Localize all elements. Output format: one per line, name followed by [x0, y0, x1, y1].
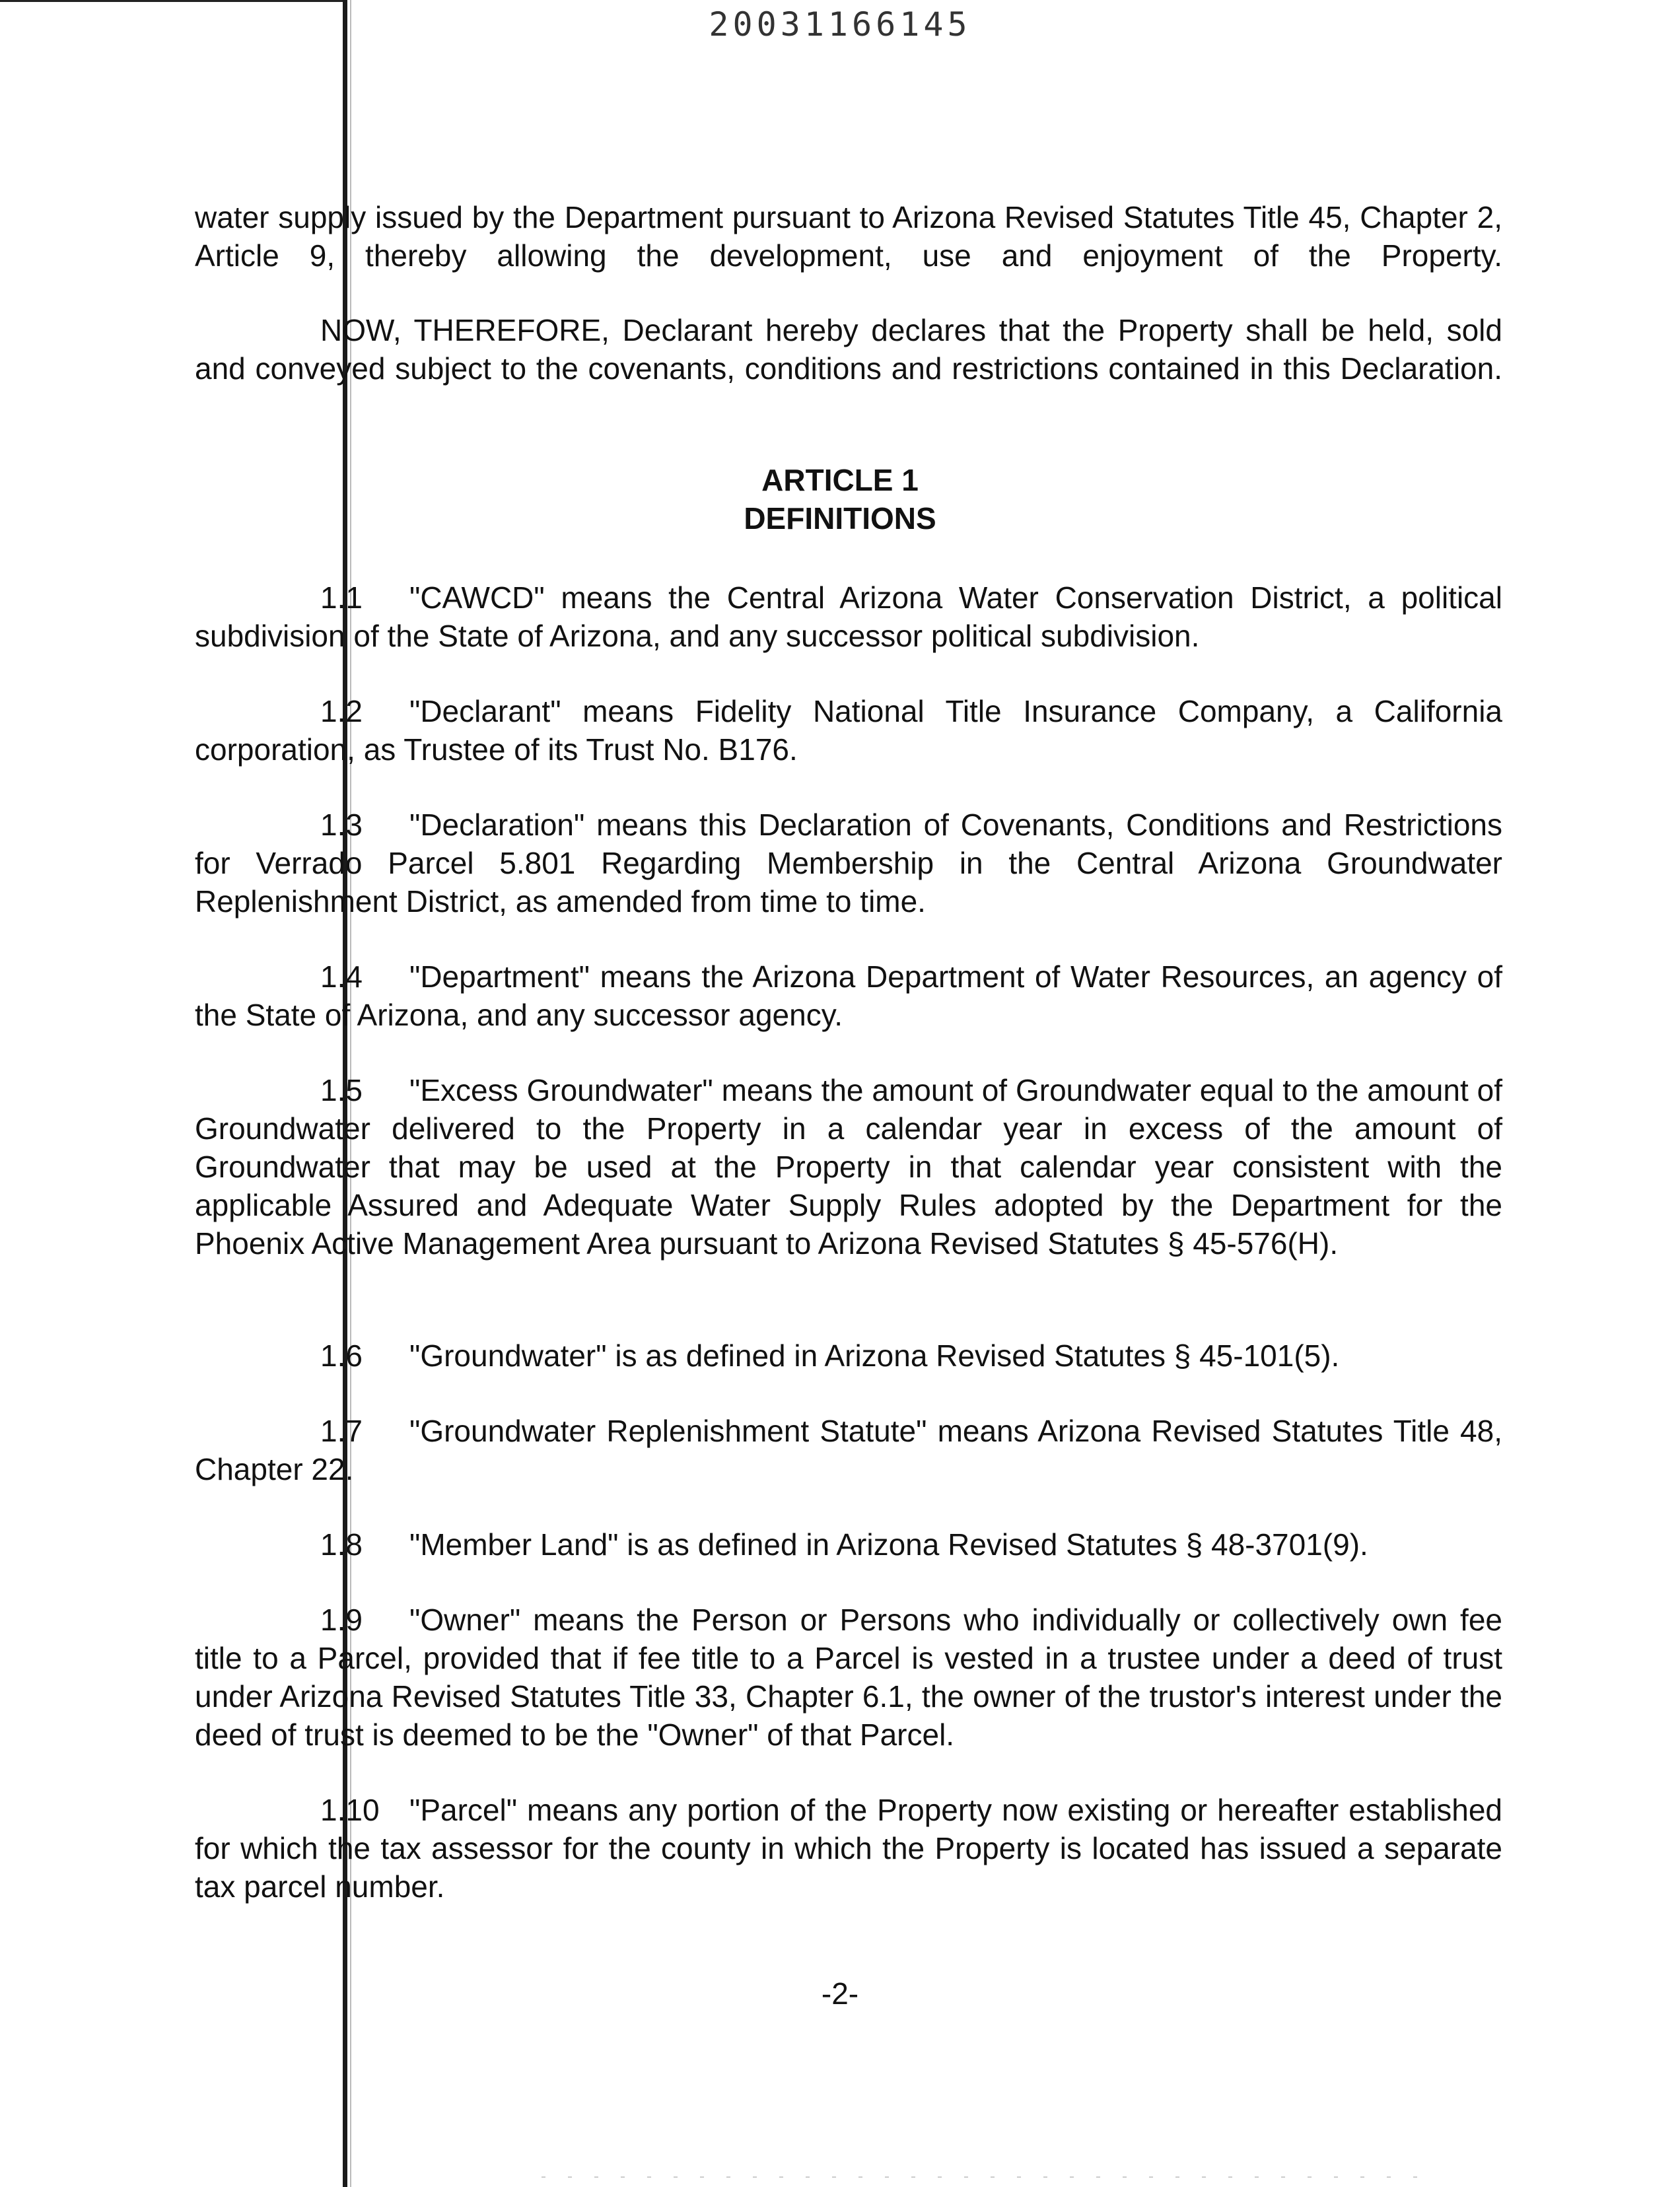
- definition-1-5: [195, 1071, 1502, 1263]
- definition-number: 1.4: [320, 959, 363, 994]
- definition-text: "Member Land" is as defined in Arizona Revised Statutes § 48-3701(9).: [409, 1527, 1368, 1562]
- definition-text: "Department" means the Arizona Department of Water Resources, an agency of the State of Arizona, and any successor agency.: [195, 959, 1502, 1032]
- definition-text: "Groundwater" is as defined in Arizona Revised Statutes § 45-101(5).: [409, 1338, 1340, 1373]
- carryover-paragraph: water supply issued by the Department pursuant to Arizona Revised Statutes Title 45, Chapter 2, Article 9, thereby allowing the development, use and enjoyment of the Property.: [195, 200, 1502, 273]
- definition-text: "CAWCD" means the Central Arizona Water Conservation District, a political subdivision of the State of Arizona, and any successor political subdivision.: [195, 580, 1502, 653]
- definition-1-9: [195, 1601, 1502, 1754]
- definition-text: "Declaration" means this Declaration of Covenants, Conditions and Restrictions for Verrado Parcel 5.801 Regarding Membership in the Central Arizona Groundwater Replenishment District, as amended from time to time.: [195, 808, 1502, 919]
- definition-1-8: [195, 1525, 1502, 1564]
- definition-1-6: [195, 1336, 1502, 1375]
- definition-text: "Excess Groundwater" means the amount of Groundwater equal to the amount of Groundwater delivered to the Property in a calendar year in excess of the amount of Groundwater that may be used at the Property in that calendar year consistent with the applicable Assured and Adequate Water Supply Rules adopted by the Department for the Phoenix Active Management Area pursuant to Arizona Revised Statutes § 45-576(H).: [195, 1073, 1502, 1261]
- top-rule: [0, 0, 347, 2]
- definition-number: 1.3: [320, 808, 363, 842]
- page-number: -2-: [821, 1976, 859, 2011]
- definition-number: 1.9: [320, 1603, 363, 1637]
- definition-text: "Declarant" means Fidelity National Title Insurance Company, a California corporation, as Trustee of its Trust No. B176.: [195, 694, 1502, 767]
- definition-text: "Groundwater Replenishment Statute" means Arizona Revised Statutes Title 48, Chapter 22.: [195, 1414, 1502, 1486]
- definition-1-7: [195, 1412, 1502, 1488]
- definition-text: "Owner" means the Person or Persons who individually or collectively own fee title to a Parcel, provided that if fee title to a Parcel is vested in a trustee under a deed of trust under Arizona Revised Statutes Title 33, Chapter 6.1, the owner of the trustor's interest under the deed of trust is deemed to be the "Owner" of that Parcel.: [195, 1603, 1502, 1752]
- definition-text: "Parcel" means any portion of the Property now existing or hereafter established for which the tax assessor for the county in which the Property is located has issued a separate tax parcel number.: [195, 1793, 1502, 1904]
- scan-noise: [542, 2176, 1440, 2178]
- definition-1-2: [195, 692, 1502, 769]
- definition-1-4: [195, 957, 1502, 1034]
- definition-1-10: [195, 1791, 1502, 1906]
- definition-number: 1.1: [320, 580, 363, 615]
- definition-number: 1.10: [320, 1793, 380, 1827]
- definition-1-3: [195, 806, 1502, 920]
- recording-number: 20031166145: [709, 5, 971, 44]
- article-label: ARTICLE 1: [761, 463, 919, 497]
- definition-number: 1.7: [320, 1414, 363, 1448]
- now-therefore-paragraph: NOW, THEREFORE, Declarant hereby declares that the Property shall be held, sold and conveyed subject to the covenants, conditions and restrictions contained in this Declaration.: [195, 313, 1502, 386]
- article-title: DEFINITIONS: [744, 501, 936, 536]
- definition-number: 1.2: [320, 694, 363, 728]
- definition-number: 1.6: [320, 1338, 363, 1373]
- definition-number: 1.8: [320, 1527, 363, 1562]
- definition-number: 1.5: [320, 1073, 363, 1107]
- definition-1-1: [195, 578, 1502, 655]
